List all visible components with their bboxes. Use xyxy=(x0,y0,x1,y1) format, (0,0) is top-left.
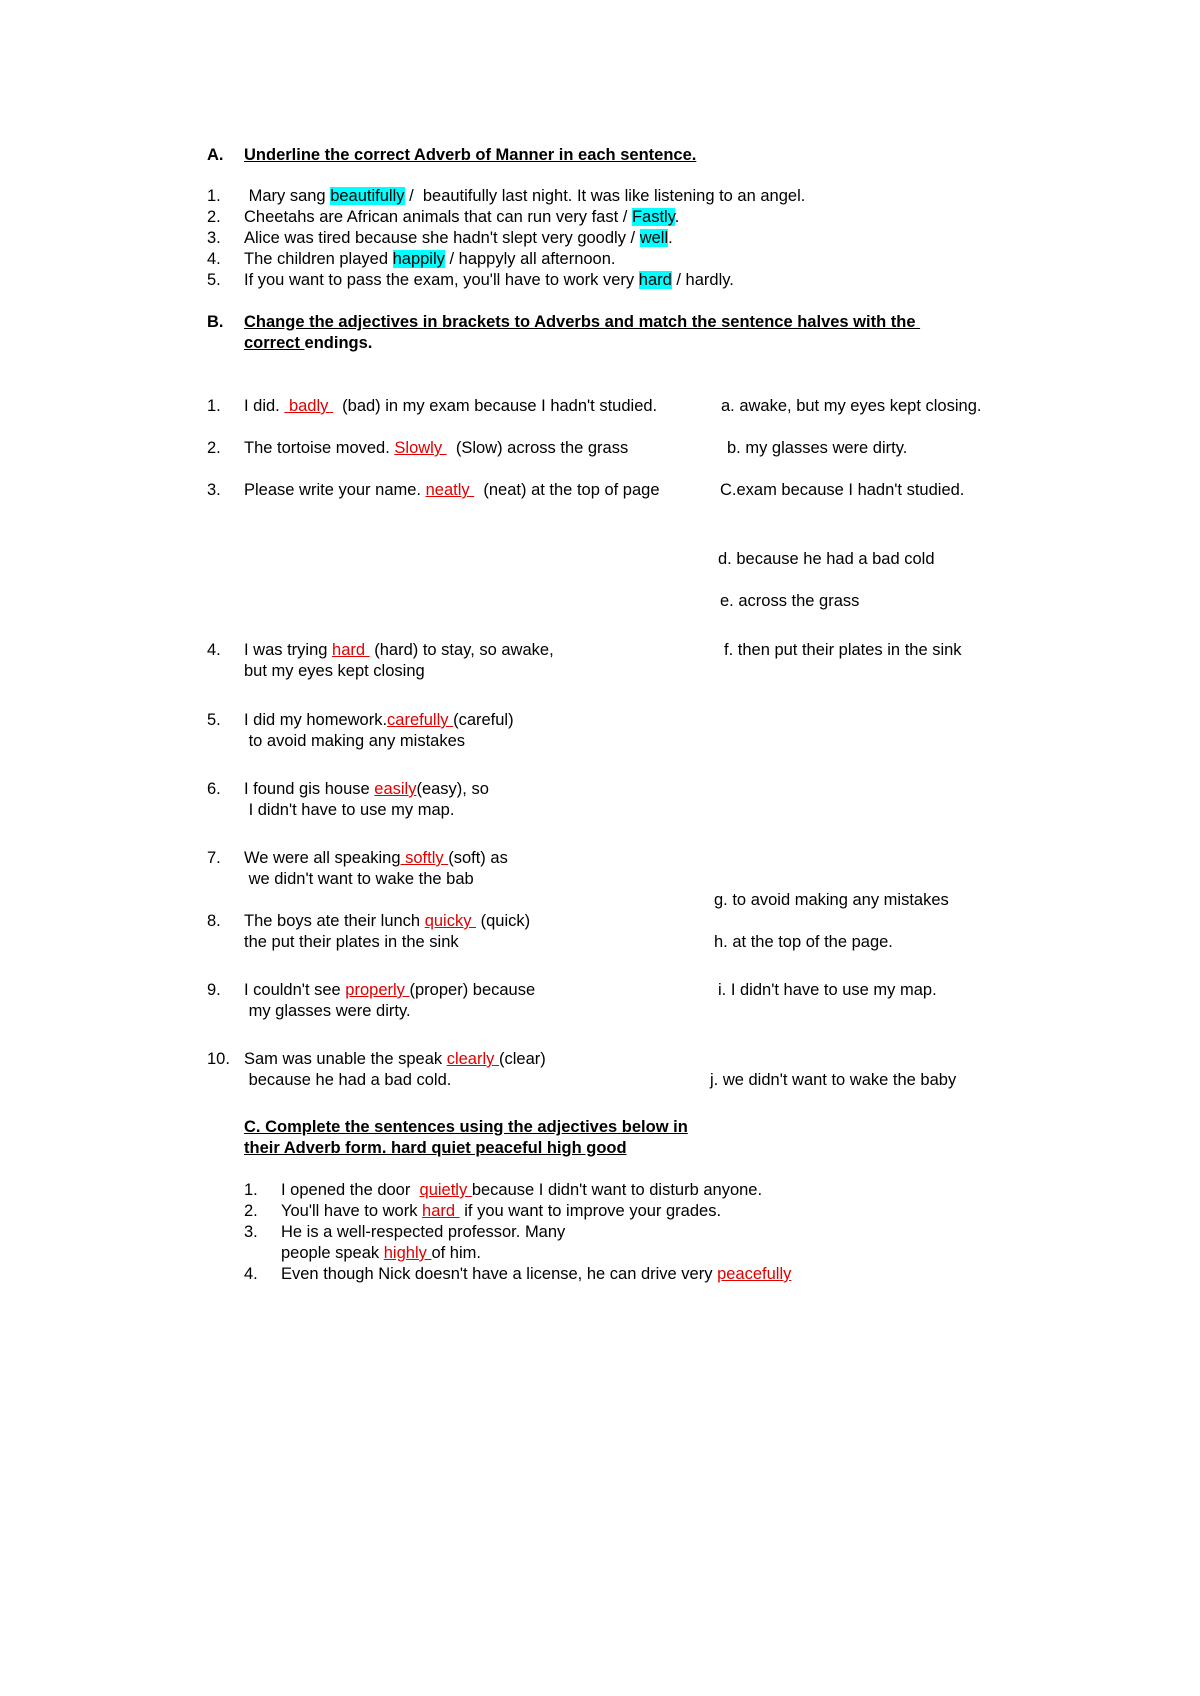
item-text: / hardly. xyxy=(671,271,734,289)
list-item-continuation: I didn't have to use my map. xyxy=(244,801,455,819)
list-item xyxy=(281,1180,762,1200)
item-text: The tortoise moved. xyxy=(244,439,395,457)
item-text: because I didn't want to disturb anyone. xyxy=(471,1181,763,1199)
heading-text: correct xyxy=(244,334,305,352)
list-item xyxy=(244,779,489,799)
list-item xyxy=(244,640,554,660)
list-item xyxy=(244,228,673,248)
section-a-heading: Underline the correct Adverb of Manner in each sentence. xyxy=(244,146,697,164)
list-item xyxy=(244,1049,546,1069)
item-text: If you want to pass the exam, you'll have to work very xyxy=(244,271,639,289)
list-item-continuation: to avoid making any mistakes xyxy=(244,732,466,750)
item-text: You'll have to work xyxy=(281,1202,423,1220)
item-text: Mary sang xyxy=(244,187,331,205)
item-text: (quick) xyxy=(476,912,531,930)
list-item-number: 8. xyxy=(207,912,221,930)
item-text: I did my homework. xyxy=(244,711,388,729)
item-text: We were all speaking xyxy=(244,849,401,867)
list-item-continuation: because he had a bad cold. xyxy=(244,1071,452,1089)
ending-option: g. to avoid making any mistakes xyxy=(714,891,949,909)
item-text: of him. xyxy=(431,1244,481,1262)
highlighted-answer: beautifully xyxy=(330,187,405,205)
highlighted-answer: well xyxy=(639,229,669,247)
list-item xyxy=(244,438,628,458)
list-item-number: 4. xyxy=(207,250,221,268)
answer-text: quietly xyxy=(419,1181,472,1199)
item-text: (neat) at the top of page xyxy=(474,481,660,499)
list-item-continuation: but my eyes kept closing xyxy=(244,662,425,680)
item-text: (soft) as xyxy=(448,849,508,867)
list-item-number: 3. xyxy=(207,481,221,499)
item-text: (proper) because xyxy=(409,981,536,999)
list-item-number: 3. xyxy=(207,229,221,247)
list-item xyxy=(281,1201,721,1221)
list-item xyxy=(244,848,508,868)
list-item xyxy=(244,207,679,227)
list-item-number: 10. xyxy=(207,1050,230,1068)
list-item-number: 1. xyxy=(207,397,221,415)
list-item xyxy=(244,911,530,931)
list-item-number: 1. xyxy=(244,1181,258,1199)
answer-text: highly xyxy=(383,1244,432,1262)
item-text: I couldn't see xyxy=(244,981,346,999)
answer-text: clearly xyxy=(446,1050,499,1068)
item-text: I did. xyxy=(244,397,285,415)
list-item xyxy=(244,270,734,290)
item-text: . xyxy=(668,229,673,247)
ending-option: h. at the top of the page. xyxy=(714,933,893,951)
answer-text: properly xyxy=(345,981,410,999)
item-text: . xyxy=(674,208,680,226)
list-item-number: 7. xyxy=(207,849,221,867)
list-item xyxy=(244,249,616,269)
section-b-heading-line1: Change the adjectives in brackets to Adverbs and match the sentence halves with the xyxy=(244,313,921,331)
section-c-heading-line2: their Adverb form. hard quiet peaceful high good xyxy=(244,1139,627,1157)
section-c-heading-line1: C. Complete the sentences using the adjectives below in xyxy=(244,1118,688,1136)
list-item-continuation xyxy=(281,1243,481,1263)
list-item-continuation: we didn't want to wake the bab xyxy=(244,870,474,888)
highlighted-answer: happily xyxy=(392,250,445,268)
item-text: Cheetahs are African animals that can run very fast / xyxy=(244,208,632,226)
highlighted-answer: hard xyxy=(638,271,672,289)
section-b-heading-line2 xyxy=(244,333,372,353)
answer-text: badly xyxy=(284,397,333,415)
answer-text: softly xyxy=(400,849,449,867)
ending-option: j. we didn't want to wake the baby xyxy=(710,1071,957,1089)
item-text: if you want to improve your grades. xyxy=(459,1202,722,1220)
list-item xyxy=(244,396,657,416)
list-item-continuation: my glasses were dirty. xyxy=(244,1002,411,1020)
item-text: I was trying xyxy=(244,641,333,659)
ending-option: i. I didn't have to use my map. xyxy=(718,981,937,999)
list-item-number: 4. xyxy=(207,641,221,659)
item-text: I opened the door xyxy=(281,1181,420,1199)
list-item-number: 1. xyxy=(207,187,221,205)
answer-text: hard xyxy=(332,641,370,659)
ending-option: d. because he had a bad cold xyxy=(718,550,935,568)
item-text: Please write your name. xyxy=(244,481,426,499)
list-item-continuation: the put their plates in the sink xyxy=(244,933,459,951)
list-item-number: 6. xyxy=(207,780,221,798)
list-item xyxy=(281,1264,791,1284)
item-text: people speak xyxy=(281,1244,384,1262)
ending-option: e. across the grass xyxy=(720,592,860,610)
heading-text: endings. xyxy=(304,334,373,352)
item-text: / happyly all afternoon. xyxy=(444,250,616,268)
list-item-number: 2. xyxy=(207,439,221,457)
answer-text: peacefully xyxy=(717,1265,792,1283)
list-item-number: 5. xyxy=(207,271,221,289)
list-item-number: 2. xyxy=(244,1202,258,1220)
answer-text: quicky xyxy=(424,912,477,930)
item-text: / beautifully last night. It was like listening to an angel. xyxy=(404,187,806,205)
ending-option: f. then put their plates in the sink xyxy=(724,641,962,659)
item-text: (bad) in my exam because I hadn't studied. xyxy=(332,397,658,415)
list-item xyxy=(244,186,805,206)
section-a-letter: A. xyxy=(207,146,224,164)
list-item xyxy=(244,480,660,500)
list-item-number: 2. xyxy=(207,208,221,226)
item-text: Alice was tired because she hadn't slept very goodly / xyxy=(244,229,640,247)
list-item-number: 5. xyxy=(207,711,221,729)
answer-text: hard xyxy=(422,1202,460,1220)
list-item-number: 9. xyxy=(207,981,221,999)
item-text: Sam was unable the speak xyxy=(244,1050,447,1068)
list-item-number: 3. xyxy=(244,1223,258,1241)
item-text: (easy), so xyxy=(416,780,489,798)
list-item-number: 4. xyxy=(244,1265,258,1283)
section-b-letter: B. xyxy=(207,313,224,331)
item-text: The children played xyxy=(244,250,393,268)
answer-text: neatly xyxy=(425,481,475,499)
item-text: (hard) to stay, so awake, xyxy=(369,641,554,659)
answer-text: carefully xyxy=(387,711,454,729)
item-text: Even though Nick doesn't have a license, he can drive very xyxy=(281,1265,718,1283)
item-text: The boys ate their lunch xyxy=(244,912,425,930)
item-text: (Slow) across the grass xyxy=(446,439,629,457)
ending-option: a. awake, but my eyes kept closing. xyxy=(721,397,982,415)
ending-option: b. my glasses were dirty. xyxy=(727,439,908,457)
list-item xyxy=(244,710,514,730)
list-item: He is a well-respected professor. Many xyxy=(281,1223,566,1241)
answer-text: easily xyxy=(374,780,417,798)
list-item xyxy=(244,980,535,1000)
item-text: (careful) xyxy=(453,711,514,729)
highlighted-answer: Fastly xyxy=(631,208,675,226)
item-text: (clear) xyxy=(498,1050,546,1068)
item-text: I found gis house xyxy=(244,780,375,798)
answer-text: Slowly xyxy=(394,439,447,457)
ending-option: C.exam because I hadn't studied. xyxy=(720,481,965,499)
